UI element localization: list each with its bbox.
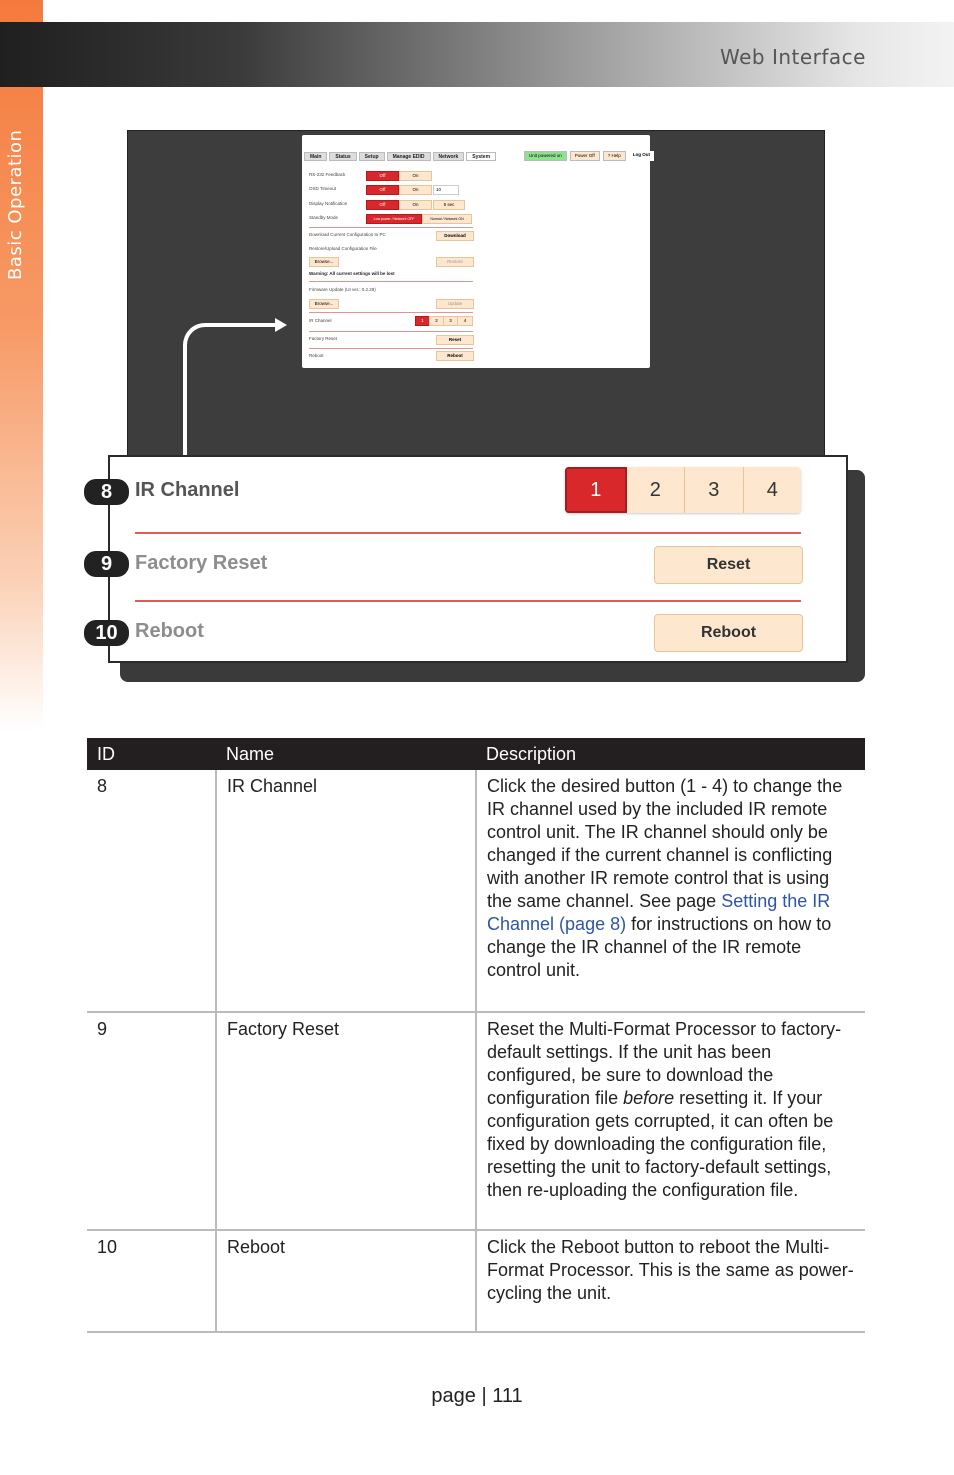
callout-badge-9: 9 [84,551,129,577]
callout-reboot-button[interactable]: Reboot [654,614,803,652]
row-description: Click the Reboot button to reboot the Multi-Format Processor. This is the same as power-cycling the unit. [476,1230,865,1332]
row-id: 10 [87,1230,216,1332]
display-label: Display Notification [309,201,348,206]
reset-button[interactable]: Reset [436,335,474,345]
header-name: Name [216,738,476,770]
tab-manage-edid[interactable]: Manage EDID [387,152,431,161]
rs232-off-button[interactable]: Off [366,171,399,181]
callout-badge-10: 10 [84,620,129,646]
model-name: EXT-MFP [608,137,648,147]
ir-ch3-button[interactable]: 3 [443,316,458,326]
osd-off-button[interactable]: Off [366,185,399,195]
callout-arrow-line [205,323,277,327]
tab-main[interactable]: Main [304,152,327,161]
callout-divider [135,600,801,602]
page-number: page | 111 [431,1385,523,1407]
row-id: 8 [87,770,216,1012]
callout-ch1-button[interactable]: 1 [565,467,627,513]
header-band [0,22,954,87]
update-button[interactable]: Update [436,299,474,309]
section-tab [0,0,43,730]
osd-timeout-input[interactable]: 10 [433,185,459,195]
osd-label: OSD Timeout [309,186,337,191]
osd-on-button[interactable]: On [399,185,432,195]
callout-badge-8: 8 [84,479,129,505]
divider [309,227,473,228]
ir-channel-link[interactable]: Setting the IR Channel (page 8) [487,891,831,934]
callout-divider [135,532,801,534]
system-panel [302,135,650,368]
standby-low-button[interactable]: Low power / Network OFF [366,214,422,224]
callout-ch2-button[interactable]: 2 [627,467,686,513]
callout-reset-button[interactable]: Reset [654,546,803,584]
tab-status[interactable]: Status [329,152,356,161]
row-name: IR Channel [216,770,476,1012]
callout-ir-buttons [565,467,801,513]
description-text: Reset the Multi-Format Processor to factory-default settings. If the unit has been configured, be sure to download the configuration file [487,1019,842,1108]
display-on-button[interactable]: On [399,200,432,210]
table-row [87,770,865,1012]
callout-ir-label: IR Channel [135,479,240,501]
power-status: Unit powered on [524,151,567,161]
rs232-label: RS-232 Feedback [309,172,346,177]
table-row [87,1230,865,1332]
row-name: Factory Reset [216,1012,476,1230]
description-text: for instructions on how to change the IR channel of the IR remote control unit. [487,914,832,980]
browse-config-button[interactable]: Browse... [309,257,339,267]
ir-ch4-button[interactable]: 4 [457,316,473,326]
table-header-row [87,738,865,770]
table-row [87,1012,865,1230]
row-description [476,1012,865,1230]
display-sec-button[interactable]: 5 sec [433,200,465,210]
tab-system[interactable]: System [466,152,496,161]
callout-reboot-label: Reboot [135,620,204,642]
tab-setup[interactable]: Setup [359,152,385,161]
callout-arrow [183,345,187,455]
ir-ch1-button[interactable]: 1 [415,316,430,326]
help-button[interactable]: ? Help [603,151,626,161]
restore-button[interactable]: Restore [436,257,474,267]
brand-logo: GEFEN Multi Format Processor [304,137,439,147]
callout-ch3-button[interactable]: 3 [685,467,744,513]
standby-normal-button[interactable]: Normal / Network ON [422,214,472,224]
download-button[interactable]: Download [436,231,474,241]
arrow-head-icon [275,318,287,332]
warning-text: Warning: All current settings will be lost [309,271,395,276]
callout-factory-label: Factory Reset [135,552,268,574]
panel-tabs [304,152,496,161]
row-description [476,770,865,1012]
restore-cfg-label: Restore/Upload Configuration File [309,246,377,251]
reboot-label: Reboot [309,353,324,358]
browse-firmware-button[interactable]: Browse... [309,299,339,309]
reboot-button[interactable]: Reboot [436,351,474,361]
divider [309,348,473,349]
ir-ch2-button[interactable]: 2 [429,316,444,326]
description-table [87,738,865,1333]
header-id: ID [87,738,216,770]
header-description: Description [476,738,865,770]
header-title: Web Interface [719,45,866,69]
firmware-label: Firmware Update (UI ver.: 0.2.28) [309,287,376,292]
row-id: 9 [87,1012,216,1230]
divider [309,281,473,282]
panel-actions [524,151,654,161]
power-off-button[interactable]: Power Off [570,151,600,161]
divider [309,331,473,332]
brand-bar [302,137,650,149]
row-name: Reboot [216,1230,476,1332]
rs232-on-button[interactable]: On [399,171,432,181]
description-text: resetting it. If your configuration gets corrupted, it can often be fixed by downloading the configuration file, resetting the unit to factory-default settings, then re-uploading the configuration file. [487,1088,834,1200]
standby-label: Standby Mode [309,215,339,220]
display-off-button[interactable]: Off [366,200,399,210]
download-cfg-label: Download Current Configuration to PC [309,232,386,237]
callout-ch4-button[interactable]: 4 [744,467,802,513]
ir-label: IR Channel [309,318,332,323]
tab-network[interactable]: Network [433,152,465,161]
description-emphasis: before [623,1088,675,1108]
description-text: Click the desired button (1 - 4) to change the IR channel used by the included IR remote control unit. The IR channel should only be changed if the current channel is conflicting with another IR remote control that is using the same channel. See page [487,776,843,911]
logout-link[interactable]: Log Out [629,151,654,161]
section-label: Basic Operation [5,129,26,280]
divider [309,312,473,313]
factory-label: Factory Reset [309,336,338,341]
